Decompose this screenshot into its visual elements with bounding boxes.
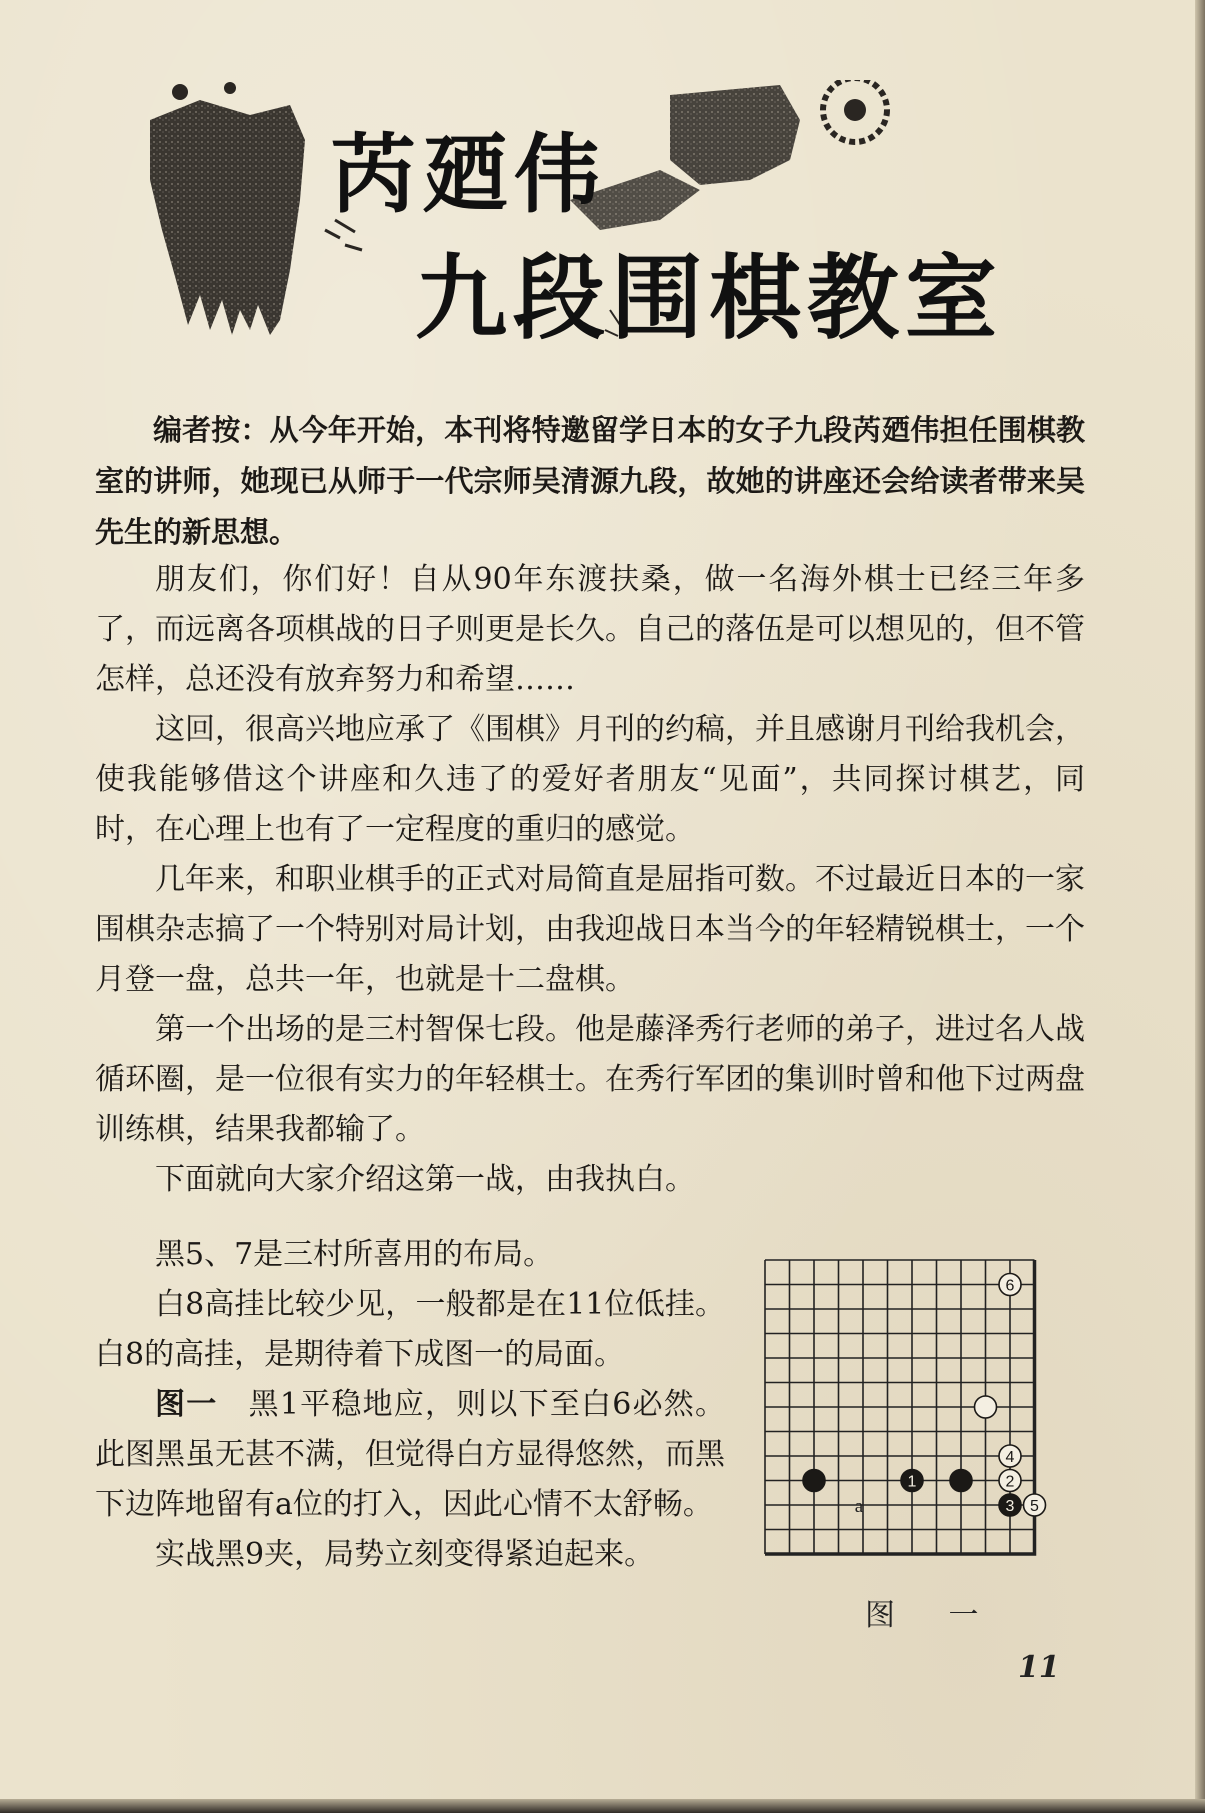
page-title-name: 芮廼伟 [330,124,606,225]
stone-move-number: 4 [1005,1449,1015,1466]
paragraph: 白8高挂比较少见，一般都是在11位低挂。白8的高挂，是期待着下成图一的局面。 [95,1287,725,1372]
paragraph: 黑5、7是三村所喜用的布局。 [155,1237,554,1272]
page-title-subject: 九段围棋教室 [415,244,1004,352]
paragraph: 下面就向大家介绍这第一战，由我执白。 [155,1162,695,1197]
figure-caption: 图 一 [865,1598,1001,1633]
board-stones [803,1274,1046,1517]
paragraph: 这回，很高兴地应承了《围棋》月刊的约稿，并且感谢月刊给我机会，使我能够借这个讲座和久违了的爱好者朋友“见面”，共同探讨棋艺，同时，在心理上也有了一定程度的重归的感觉。 [95,712,1085,847]
page-number: 11 [1018,1650,1060,1685]
stone-move-number: 6 [1005,1277,1015,1295]
figure-label: 图一 [155,1387,218,1422]
board-point-label: a [854,1496,864,1517]
go-board-diagram [760,1255,1060,1575]
figure-paragraph [95,1380,725,1530]
editor-note-label: 编者按 [153,413,241,447]
article-body-narrow [95,1230,725,1580]
white-stone [975,1396,997,1418]
editor-note-text: ：从今年开始，本刊将特邀留学日本的女子九段芮廼伟担任围棋教室的讲师，她现已从师于一代宗师吴清源九段，故她的讲座还会给读者带来吴先生的新思想。 [95,413,1085,549]
stone-move-number: 2 [1005,1473,1015,1491]
stone-move-number: 5 [1030,1498,1039,1515]
stone-move-number: 3 [1005,1498,1015,1515]
paragraph: 实战黑9夹，局势立刻变得紧迫起来。 [155,1537,655,1572]
stone-move-number: 1 [907,1473,917,1491]
paragraph: 几年来，和职业棋手的正式对局简直是屈指可数。不过最近日本的一家围棋杂志搞了一个特别对局计划，由我迎战日本当今的年轻精锐棋士，一个月登一盘，总共一年，也就是十二盘棋。 [95,862,1085,997]
page-edge-shadow [1195,0,1205,1813]
paragraph: 朋友们，你们好！自从90年东渡扶桑，做一名海外棋士已经三年多了，而远离各项棋战的日子则更是长久。自己的落伍是可以想见的，但不管怎样，总还没有放弃努力和希望…… [95,562,1085,697]
black-stone [803,1470,825,1492]
editor-note [95,405,1085,558]
figure-paragraph-text: 黑1平稳地应，则以下至白6必然。此图黑虽无甚不满，但觉得白方显得悠然，而黑下边阵地留有a位的打入，因此心情不太舒畅。 [95,1387,725,1522]
page-bottom-shadow [0,1799,1205,1813]
black-stone [950,1470,972,1492]
paragraph: 第一个出场的是三村智保七段。他是藤泽秀行老师的弟子，进过名人战循环圈，是一位很有实力的年轻棋士。在秀行军团的集训时曾和他下过两盘训练棋，结果我都输了。 [95,1012,1085,1147]
article-body [95,555,1085,1205]
